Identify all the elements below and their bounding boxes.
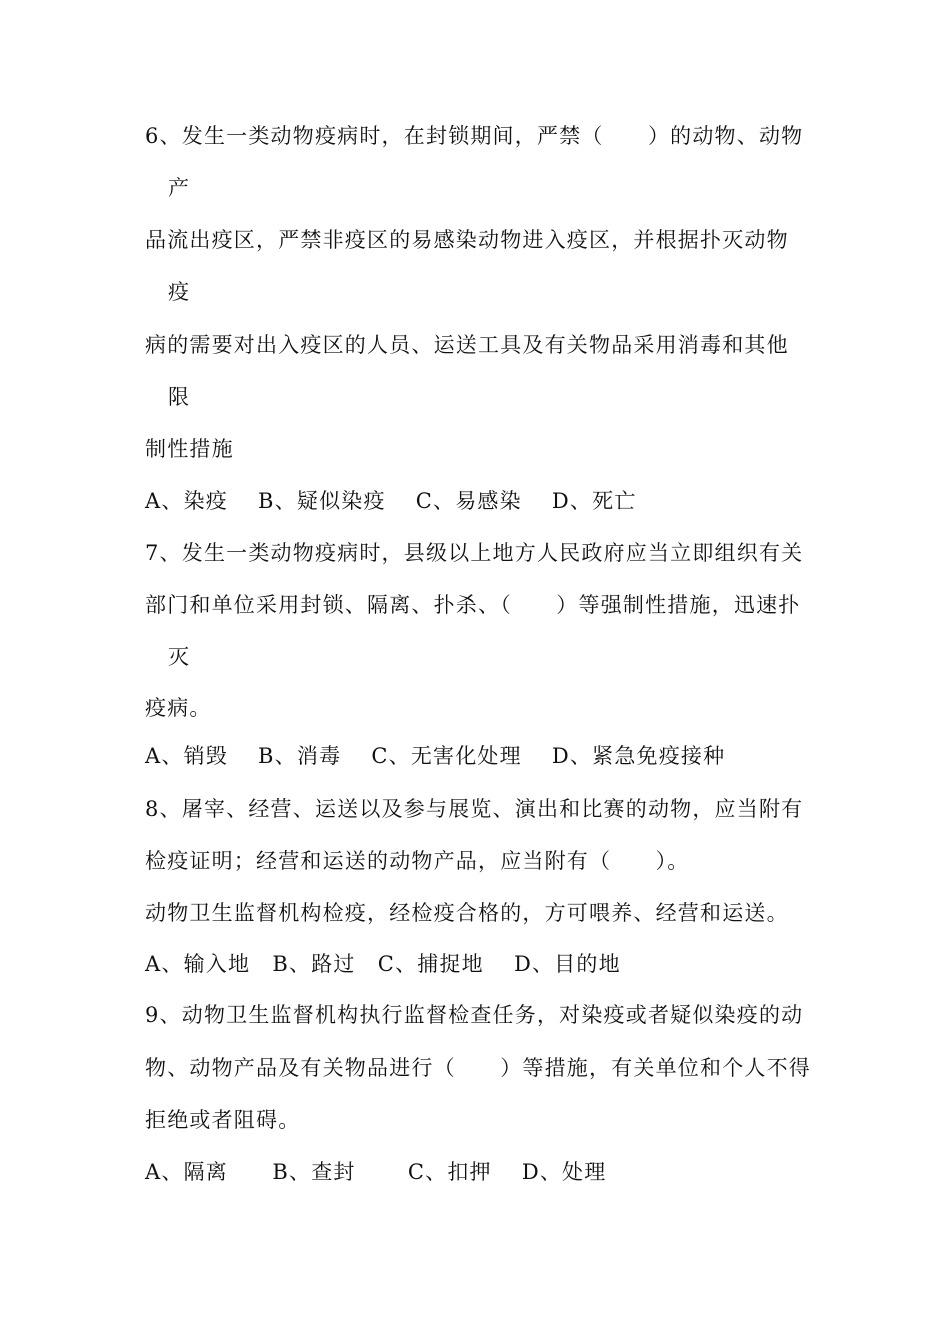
q8-line-2: 检疫证明；经营和运送的动物产品，应当附有（ ）。	[145, 849, 690, 873]
q7-line-1: 7、发生一类动物疫病时，县级以上地方人民政府应当立即组织有关	[145, 541, 804, 565]
q6-line-4: 疫	[168, 280, 191, 304]
q6-line-3: 品流出疫区，严禁非疫区的易感染动物进入疫区，并根据扑灭动物	[145, 228, 789, 252]
q7-line-3: 灭	[168, 645, 191, 669]
q8-line-3: 动物卫生监督机构检疫，经检疫合格的，方可喂养、经营和运送。	[145, 901, 789, 925]
q6-line-2: 产	[168, 176, 191, 200]
q8-options: A、输入地 B、路过 C、捕捉地 D、目的地	[145, 952, 621, 976]
q6-options: A、染疫 B、疑似染疫 C、易感染 D、死亡	[145, 489, 637, 513]
q9-options: A、隔离 B、查封 C、扣押 D、处理	[145, 1160, 607, 1184]
q6-line-5: 病的需要对出入疫区的人员、运送工具及有关物品采用消毒和其他	[145, 333, 789, 357]
q9-line-2: 物、动物产品及有关物品进行（ ）等措施，有关单位和个人不得	[145, 1056, 811, 1080]
q7-line-2: 部门和单位采用封锁、隔离、扑杀、（ ）等强制性措施，迅速扑	[145, 593, 801, 617]
q8-line-1: 8、屠宰、经营、运送以及参与展览、演出和比赛的动物，应当附有	[145, 797, 804, 821]
q6-line-7: 制性措施	[145, 437, 234, 461]
q6-line-1: 6、发生一类动物疫病时，在封锁期间，严禁（ ）的动物、动物	[145, 124, 804, 148]
q6-line-6: 限	[168, 385, 191, 409]
q7-line-4: 疫病。	[145, 696, 212, 720]
q7-options: A、销毁 B、消毒 C、无害化处理 D、紧急免疫接种	[145, 744, 726, 768]
q9-line-1: 9、动物卫生监督机构执行监督检查任务，对染疫或者疑似染疫的动	[145, 1003, 804, 1027]
q9-line-3: 拒绝或者阻碍。	[145, 1108, 301, 1132]
